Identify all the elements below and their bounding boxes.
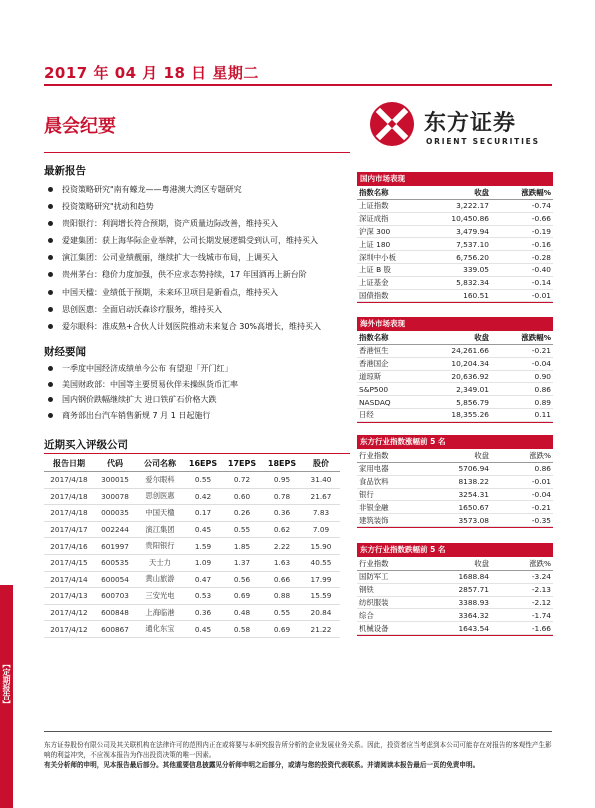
table-row: 非银金融 1650.67 -0.21 [359,502,551,512]
column-header: 报告日期 [44,456,94,472]
bullet-icon [48,324,53,329]
finance-news-heading: 财经要闻 [44,346,86,358]
orient-securities-logo-icon [368,100,416,148]
overseas-market-table [357,331,553,422]
table-row: 道琼斯 20,636.92 0.90 [359,371,551,381]
table-row: 香港国企 10,204.34 -0.04 [359,359,551,369]
panel-heading: 东方行业指数跌幅前 5 名 [357,543,553,557]
table-row: 2017/4/17 002244 演江集团 0.45 0.55 0.62 7.09 [44,521,340,538]
table-row: 香港恒生 24,261.66 -0.21 [359,346,551,356]
footer-divider [44,731,552,732]
table-row: 上证 B 股 339.05 -0.40 [359,265,551,275]
column-header: 代码 [94,456,136,472]
table-row: 深证成指 10,450.86 -0.66 [359,214,551,224]
news-item[interactable]: 商务部出台汽车销售新规 7 月 1 日起施行 [44,408,238,424]
table-header-row: 行业指数 收盘 涨跌% [357,557,553,571]
column-header: 股价 [302,456,340,472]
side-label: 【定期报告】 [2,660,11,708]
panel-divider [357,422,553,423]
report-item[interactable]: 思创医惠：全面启动沃森诊疗服务，维持买入 [44,301,321,318]
bullet-icon [48,382,53,387]
disclaimer [44,740,552,771]
table-row: 日经 18,355.26 0.11 [359,410,551,420]
column-header: 16EPS [184,456,222,472]
latest-reports-list [44,181,321,335]
industry-bottom-panel [357,543,553,636]
page-title: 晨会纪要 [44,116,116,137]
disclaimer-bold-text: 有关分析师的申明，见本报告最后部分。其他重要信息披露见分析师申明之后部分，或请与您的投资代表联系。并请阅读本报告最后一页的免责申明。 [44,761,480,770]
report-item[interactable]: 中国天楹：业绩低于预期，未来环卫项目是新看点，维持买入 [44,284,321,301]
bullet-icon [48,397,53,402]
bullet-icon [48,187,53,192]
table-row: 食品饮料 8138.22 -0.01 [359,477,551,487]
logo-wordmark-cn: 东方证券 [424,111,517,136]
table-row: 上证 180 7,537.10 -0.16 [359,239,551,249]
recommendations-heading: 近期买入评级公司 [44,439,128,451]
report-item[interactable]: 爱尔眼科：准成熟+合伙人计划医院推动未来复合 30%高增长，维持买入 [44,318,321,335]
panel-heading: 国内市场表现 [357,172,553,186]
table-row: S&P500 2,349.01 0.86 [359,384,551,394]
table-row: 2017/4/18 000035 中国天楹 0.17 0.26 0.36 7.83 [44,505,340,522]
bullet-icon [48,238,53,243]
disclaimer-text: 东方证券股份有限公司及其关联机构在法律许可的范围内正在或将要与本研究报告所分析的企业发展业务关系。因此，投资者应当考虑到本公司可能存在对报告的客观性产生影响的利益冲突，不应视本报告为作出投资决策的唯一因素。 [44,741,552,760]
overseas-market-panel [357,317,553,423]
panel-divider [357,527,553,528]
news-item[interactable]: 一季度中国经济成绩单今公布 有望迎「开门红」 [44,361,238,377]
news-item[interactable]: 美国财政部：中国等主要贸易伙伴未操纵货币汇率 [44,377,238,393]
table-row: 2017/4/14 600054 黄山旅游 0.47 0.56 0.66 17.99 [44,571,340,588]
table-row: NASDAQ 5,856.79 0.89 [359,397,551,407]
recommendations-divider [44,453,350,454]
table-header-row [44,456,340,472]
table-header-row: 指数名称 收盘 涨跌幅% [357,186,553,200]
industry-top-panel [357,435,553,528]
table-row: 2017/4/13 600703 三安光电 0.53 0.69 0.88 15.59 [44,588,340,605]
column-header: 17EPS [222,456,262,472]
domestic-market-panel [357,172,553,303]
column-header: 18EPS [262,456,302,472]
logo-wordmark-en: ORIENT SECURITIES [426,137,540,146]
bullet-icon [48,366,53,371]
report-date: 2017 年 04 月 18 日 星期二 [44,64,259,82]
industry-top-table [357,449,553,527]
panel-heading: 海外市场表现 [357,317,553,331]
table-row: 2017/4/12 600867 通化东宝 0.45 0.58 0.69 21.22 [44,621,340,638]
column-header: 公司名称 [136,456,184,472]
recommendations-table [44,456,340,638]
table-row: 2017/4/12 600848 上海临港 0.36 0.48 0.55 20.84 [44,604,340,621]
table-row: 银行 3254.31 -0.04 [359,489,551,499]
bullet-icon [48,307,53,312]
panel-divider [357,635,553,636]
table-row: 深圳中小板 6,756.20 -0.28 [359,252,551,262]
table-row: 2017/4/15 600535 天士力 1.09 1.37 1.63 40.55 [44,554,340,571]
table-row: 国防军工 1688.84 -3.24 [359,572,551,582]
report-item[interactable]: 爱建集团：获上海华际企业举牌，公司长期发展逻辑受到认可，维持买入 [44,232,321,249]
bullet-icon [48,221,53,226]
table-row: 2017/4/18 300015 爱尔眼科 0.55 0.72 0.95 31.40 [44,472,340,489]
news-item[interactable]: 国内钢价跌幅继续扩大 进口铁矿石价格大跌 [44,392,238,408]
bullet-icon [48,413,53,418]
table-row: 纺织服装 3388.93 -2.12 [359,597,551,607]
table-row: 国债指数 160.51 -0.01 [359,290,551,300]
table-row: 2017/4/18 300078 思创医惠 0.42 0.60 0.78 21.67 [44,488,340,505]
report-item[interactable]: 贵阳银行：利润增长符合预期，资产质量边际改善，维持买入 [44,215,321,232]
report-item[interactable]: 投资策略研究"南有蠔龙——粤港澳大湾区专题研究 [44,181,321,198]
report-item[interactable]: 贵州茅台：稳价力度加强，供不应求态势持续，17 年国酒再上新台阶 [44,266,321,283]
bullet-icon [48,255,53,260]
panel-heading: 东方行业指数涨幅前 5 名 [357,435,553,449]
finance-news-list [44,361,238,423]
latest-reports-heading: 最新报告 [44,165,86,177]
panel-divider [357,302,553,303]
table-header-row: 行业指数 收盘 涨跌% [357,449,553,463]
table-row: 综合 3364.32 -1.74 [359,610,551,620]
report-item[interactable]: 演江集团：公司业绩靓丽，继续扩大一线城市布局，上调买入 [44,249,321,266]
domestic-market-table [357,186,553,302]
table-row: 上证指数 3,222.17 -0.74 [359,201,551,211]
bullet-icon [48,204,53,209]
bullet-icon [48,290,53,295]
header-divider [44,84,552,86]
table-row: 家用电器 5706.94 0.86 [359,464,551,474]
report-item[interactable]: 投资策略研究"扰动和趋势 [44,198,321,215]
bullet-icon [48,272,53,277]
table-header-row: 指数名称 收盘 涨跌幅% [357,331,553,345]
title-divider [44,152,350,153]
table-row: 上证基金 5,832.34 -0.14 [359,278,551,288]
table-row: 建筑装饰 3573.08 -0.35 [359,515,551,525]
industry-bottom-table [357,557,553,635]
table-row: 钢铁 2857.71 -2.13 [359,585,551,595]
table-row: 机械设备 1643.54 -1.66 [359,623,551,633]
table-row: 沪深 300 3,479.94 -0.19 [359,226,551,236]
table-row: 2017/4/16 601997 贵阳银行 1.59 1.85 2.22 15.90 [44,538,340,555]
